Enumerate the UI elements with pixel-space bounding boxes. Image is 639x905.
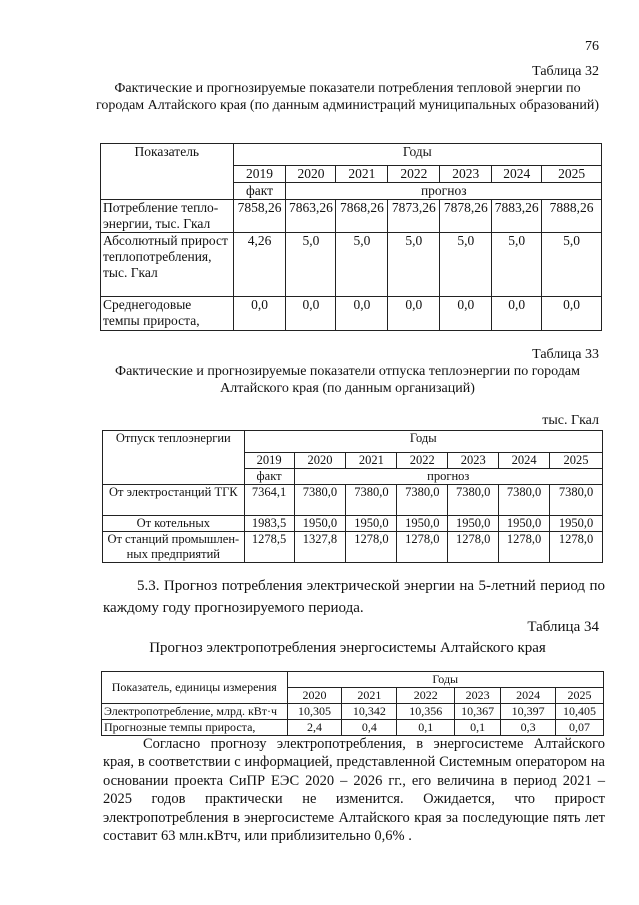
- table33-cell: 7380,0: [397, 485, 448, 516]
- table32-cell: 7858,26: [233, 200, 286, 233]
- table33-cell: 1950,0: [448, 516, 499, 532]
- table-row: [101, 297, 602, 331]
- table32-cell: 5,0: [286, 233, 336, 297]
- table34-cell: 0,07: [556, 720, 604, 736]
- table32-forecast-label: прогноз: [286, 183, 602, 200]
- table32-cell: 0,0: [388, 297, 440, 331]
- table32-year: 2020: [286, 166, 336, 183]
- table32-cell: 5,0: [542, 233, 602, 297]
- table32-year: 2019: [233, 166, 286, 183]
- table34-cell: 0,3: [501, 720, 556, 736]
- table34-cell: 10,342: [342, 704, 397, 720]
- table33-year: 2019: [244, 453, 294, 469]
- table34-cell: 10,367: [455, 704, 501, 720]
- table34: [101, 671, 604, 736]
- table32-cell: 7868,26: [336, 200, 388, 233]
- table33-cell: 1278,0: [499, 532, 550, 563]
- table33-year: 2023: [448, 453, 499, 469]
- table33-cell: 1278,0: [550, 532, 603, 563]
- table34-caption: Таблица 34: [527, 619, 599, 635]
- table33-year: 2021: [346, 453, 397, 469]
- table32-caption: Таблица 32: [532, 64, 599, 79]
- table34-years-header: Годы: [287, 672, 603, 688]
- table32-fact-label: факт: [233, 183, 286, 200]
- table33: [102, 430, 603, 563]
- table33-cell: 1950,0: [499, 516, 550, 532]
- table33-cell: 1950,0: [397, 516, 448, 532]
- table32-year: 2024: [492, 166, 542, 183]
- table33-caption: Таблица 33: [532, 347, 599, 362]
- table33-years-header: Годы: [244, 431, 602, 453]
- table32-cell: 7873,26: [388, 200, 440, 233]
- table32-year: 2022: [388, 166, 440, 183]
- table32-col-header: Показатель: [101, 144, 234, 200]
- table34-cell: 10,405: [556, 704, 604, 720]
- table33-cell: 1278,0: [448, 532, 499, 563]
- table32-cell: 7888,26: [542, 200, 602, 233]
- table33-cell: 7380,0: [294, 485, 346, 516]
- table32-years-header: Годы: [233, 144, 601, 166]
- table33-cell: 1278,0: [346, 532, 397, 563]
- table33-cell: 1278,5: [244, 532, 294, 563]
- table33-year: 2024: [499, 453, 550, 469]
- table-row: [103, 516, 603, 532]
- table32-row-label: Потребление тепло-энергии, тыс. Гкал: [101, 200, 234, 233]
- table33-cell: 1950,0: [346, 516, 397, 532]
- table33-cell: 7364,1: [244, 485, 294, 516]
- table33-year: 2022: [397, 453, 448, 469]
- table32-cell: 5,0: [440, 233, 492, 297]
- table-row: [102, 720, 604, 736]
- table33-cell: 7380,0: [550, 485, 603, 516]
- table33-cell: 1983,5: [244, 516, 294, 532]
- table33-cell: 7380,0: [499, 485, 550, 516]
- table33-cell: 7380,0: [346, 485, 397, 516]
- table33-forecast-label: прогноз: [294, 469, 602, 485]
- table34-cell: 0,1: [455, 720, 501, 736]
- table32-cell: 4,26: [233, 233, 286, 297]
- table-row: [101, 233, 602, 297]
- table32-cell: 0,0: [542, 297, 602, 331]
- table34-cell: 0,4: [342, 720, 397, 736]
- table34-year: 2022: [397, 688, 455, 704]
- page-number: 76: [585, 39, 599, 54]
- table33-row-label: От станций промышлен-ных предприятий: [103, 532, 245, 563]
- table32-cell: 5,0: [492, 233, 542, 297]
- table32: [100, 143, 602, 331]
- table33-col-header: Отпуск теплоэнергии: [103, 431, 245, 485]
- table33-fact-label: факт: [244, 469, 294, 485]
- table33-year: 2020: [294, 453, 346, 469]
- table34-cell: 10,397: [501, 704, 556, 720]
- table33-row-label: От котельных: [103, 516, 245, 532]
- section-heading: 5.3. Прогноз потребления электрической энергии на 5-летний период по каждому году прогнозируемого периода.: [103, 578, 605, 616]
- table32-title: Фактические и прогнозируемые показатели потребления тепловой энергии по городам Алтайского края (по данным администраций муниципальных образований): [95, 81, 600, 113]
- table32-cell: 0,0: [286, 297, 336, 331]
- table32-cell: 0,0: [233, 297, 286, 331]
- table34-year: 2023: [455, 688, 501, 704]
- table32-cell: 7883,26: [492, 200, 542, 233]
- table34-year: 2021: [342, 688, 397, 704]
- table34-year: 2024: [501, 688, 556, 704]
- table32-cell: 5,0: [388, 233, 440, 297]
- table34-year: 2025: [556, 688, 604, 704]
- table32-cell: 7878,26: [440, 200, 492, 233]
- table33-year: 2025: [550, 453, 603, 469]
- table34-cell: 10,305: [287, 704, 342, 720]
- table34-row-label: Прогнозные темпы прироста,: [102, 720, 288, 736]
- table34-col-header: Показатель, единицы измерения: [102, 672, 288, 704]
- table34-title: Прогноз электропотребления энергосистемы Алтайского края: [149, 640, 546, 656]
- table32-row-label: Абсолютный прирост теплопотребления, тыс. Гкал: [101, 233, 234, 297]
- table33-title: Фактические и прогнозируемые показатели отпуска теплоэнергии по городам Алтайского края (по данным организаций): [115, 364, 580, 396]
- table-row: [103, 532, 603, 563]
- table-row: [102, 704, 604, 720]
- table32-cell: 7863,26: [286, 200, 336, 233]
- table33-unit: тыс. Гкал: [542, 413, 599, 428]
- table33-row-label: От электростанций ТГК: [103, 485, 245, 516]
- table33-cell: 1327,8: [294, 532, 346, 563]
- table32-year: 2023: [440, 166, 492, 183]
- table32-row-label: Среднегодовые темпы прироста,: [101, 297, 234, 331]
- table34-cell: 10,356: [397, 704, 455, 720]
- table33-cell: 7380,0: [448, 485, 499, 516]
- table33-cell: 1278,0: [397, 532, 448, 563]
- table34-row-label: Электропотребление, млрд. кВт·ч: [102, 704, 288, 720]
- table34-cell: 0,1: [397, 720, 455, 736]
- table33-cell: 1950,0: [294, 516, 346, 532]
- table32-year: 2021: [336, 166, 388, 183]
- table34-year: 2020: [287, 688, 342, 704]
- table32-cell: 0,0: [492, 297, 542, 331]
- table32-cell: 0,0: [336, 297, 388, 331]
- table-row: [103, 485, 603, 516]
- table32-cell: 0,0: [440, 297, 492, 331]
- table33-cell: 1950,0: [550, 516, 603, 532]
- table34-cell: 2,4: [287, 720, 342, 736]
- body-paragraph: Согласно прогнозу электропотребления, в энергосистеме Алтайского края, в соответствии с информацией, представленной Системным оператором на основании проекта СиПР ЕЭС 2020 – 2026 гг., его величина в период 2021 – 2025 годов практически не изменится. Ожидается, что прирост электропотребления в энергосистеме Алтайского края за последующие пять лет составит 63 млн.кВтч, или приблизительно 0,6% .: [103, 736, 605, 845]
- table-row: [101, 200, 602, 233]
- table32-year: 2025: [542, 166, 602, 183]
- table32-cell: 5,0: [336, 233, 388, 297]
